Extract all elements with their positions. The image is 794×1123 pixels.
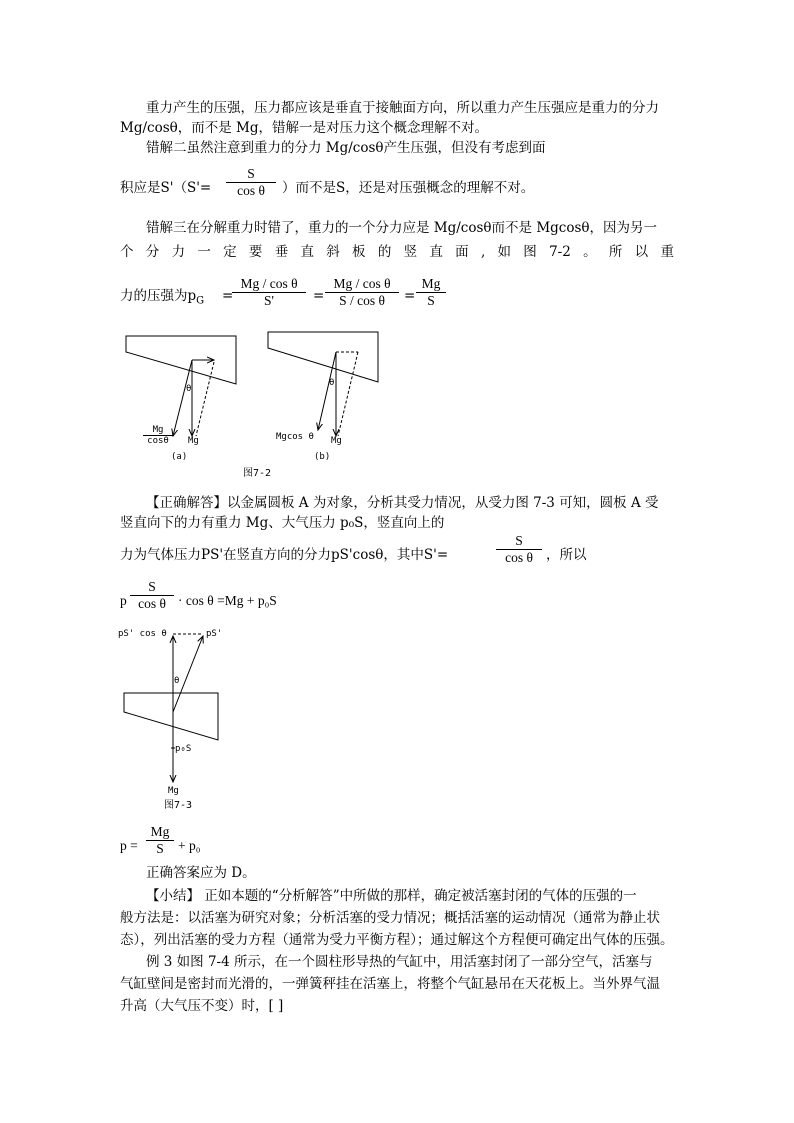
equation-rest: · cos θ =Mg + p₀S (178, 593, 277, 608)
answer-line2: 竖直向下的力有重力 Mg、大气压力 p₀S，竖直向上的 (120, 515, 445, 531)
justified-char: 直 (429, 244, 443, 260)
justified-char: 。 (583, 244, 597, 260)
summary-line2: 般方法是：以活塞为研究对象；分析活塞的受力情况；概括活塞的运动情况（通常为静止状 (120, 910, 660, 926)
para1-line2: Mg/cosθ，而不是 Mg，错解一是对压力这个概念理解不对。 (120, 120, 489, 136)
justified-char: 以 (634, 244, 649, 260)
answer-d: 正确答案应为 D。 (146, 865, 256, 881)
para2-line2-pre: 积应是S'（S'= (120, 180, 212, 196)
figure-7-2-caption: 图7-2 (243, 468, 272, 479)
label-ps-cos: pS' cos θ (118, 629, 167, 639)
result-p: p = (120, 838, 138, 853)
label-theta-a: θ (186, 384, 192, 394)
justified-char: 力 (171, 244, 186, 260)
caption-a: (a) (171, 452, 188, 462)
para2-line1: 错解二虽然注意到重力的分力 Mg/cosθ产生压强，但没有考虑到面 (146, 140, 546, 156)
example3-line3: 升高（大气压不变）时，[ ] (120, 998, 284, 1014)
para3-line1: 错解三在分解重力时错了，重力的一个分力应是 Mg/cosθ而不是 Mgcosθ，因为另一 (146, 220, 658, 236)
equation-p: p (120, 593, 127, 608)
label-mgcos-b: Mgcos θ (276, 432, 314, 442)
answer-line1: 【正确解答】以金属圆板 A 为对象，分析其受力情况，从受力图 7-3 可知，圆板 A 受 (146, 495, 659, 511)
justified-char: 分 (145, 244, 160, 260)
justified-char: 定 (223, 244, 237, 260)
justified-char: 所 (608, 244, 623, 260)
slanted-force-ps (173, 636, 203, 712)
subscript-g: G (196, 295, 205, 307)
justified-char: 图 (523, 244, 537, 260)
justified-char: 一 (197, 244, 211, 260)
justified-char: 面 (455, 244, 469, 260)
equals-sign-2: = (404, 288, 416, 304)
result-fraction: $\frac{Mg}{S}$ (146, 824, 174, 857)
justified-char: 个 (120, 244, 134, 260)
justified-char: 直 (300, 244, 314, 260)
para3-line3-pre: 力的压强为$p_G$ (120, 288, 205, 307)
equation-fraction: $\frac{S}{\text{cos θ}}$ (130, 579, 174, 612)
wedge-plate-7-3 (124, 693, 218, 740)
label-p0s: p₀S (175, 744, 192, 754)
justified-char: 7-2 (549, 244, 571, 260)
justified-char: , (480, 244, 486, 260)
pressure-fraction-2: $\frac{\text{Mg / cos θ}}{\text{S / cos θ}}$ (325, 276, 399, 309)
justified-char: 斜 (326, 244, 340, 260)
wedge-plate-a (126, 336, 236, 384)
dashed-closing-b (338, 352, 358, 436)
label-mg-a: Mg (188, 436, 199, 446)
justified-char: 要 (248, 244, 263, 260)
fraction-denominator: cos θ (226, 182, 276, 199)
justified-char: 如 (497, 244, 512, 260)
justified-char: 重 (660, 244, 674, 260)
fraction-numerator: S (247, 166, 255, 181)
result-plus: + p₀ (178, 838, 201, 853)
justified-char: 竖 (403, 244, 418, 260)
label-theta-7-3: θ (174, 676, 180, 686)
answer-fraction: $\frac{S}{\text{cos θ}}$ (496, 533, 542, 566)
normal-force-arrow-b (318, 352, 336, 430)
wedge-plate-b (268, 332, 378, 382)
example3-line2: 气缸壁间是密封而光滑的，一弹簧秤挂在活塞上，将整个气缸悬吊在天花板上。当外界气温 (120, 976, 660, 992)
label-mg-over-cos-a: $\frac{Mg}{\cos\theta}$ (143, 425, 173, 446)
example3-line1: 例 3 如图 7-4 所示，在一个圆柱形导热的气缸中，用活塞封闭了一部分空气，活塞与 (146, 954, 653, 970)
justified-char: 的 (377, 244, 392, 260)
equals-sign-1: = (313, 288, 325, 304)
label-mg-b: Mg (331, 436, 342, 446)
summary-line1: 【小结】 正如本题的“分析解答”中所做的那样，确定被活塞封闭的气体的压强的一 (146, 888, 637, 904)
justified-char: 板 (352, 244, 366, 260)
label-ps: pS' (206, 629, 223, 639)
caption-b: (b) (314, 452, 331, 462)
answer-line3-post: ，所以 (546, 547, 587, 563)
label-theta-b: θ (329, 378, 335, 388)
summary-line3: 态），列出活塞的受力方程（通常为受力平衡方程）；通过解这个方程便可确定出气体的压强。 (120, 932, 674, 948)
justified-char: 垂 (274, 244, 289, 260)
equals-sign-0: = (222, 288, 234, 304)
pressure-fraction-1: $\frac{\text{Mg / cos θ}}{S'}$ (232, 276, 306, 309)
para2-line2-post: ）而不是S，还是对压强概念的理解不对。 (282, 180, 535, 196)
normal-force-arrow-a (173, 360, 192, 436)
label-mg-7-3: Mg (168, 786, 179, 796)
figure-7-3-caption: 图7-3 (164, 800, 193, 811)
pressure-fraction-3: $\frac{Mg}{S}$ (416, 276, 446, 309)
answer-line3-pre: 力为气体压力PS'在竖直方向的分力pS'cosθ，其中S'= (120, 547, 449, 563)
para1-line1: 重力产生的压强，压力都应该是垂直于接触面方向，所以重力产生压强应是重力的分力 (146, 100, 659, 116)
